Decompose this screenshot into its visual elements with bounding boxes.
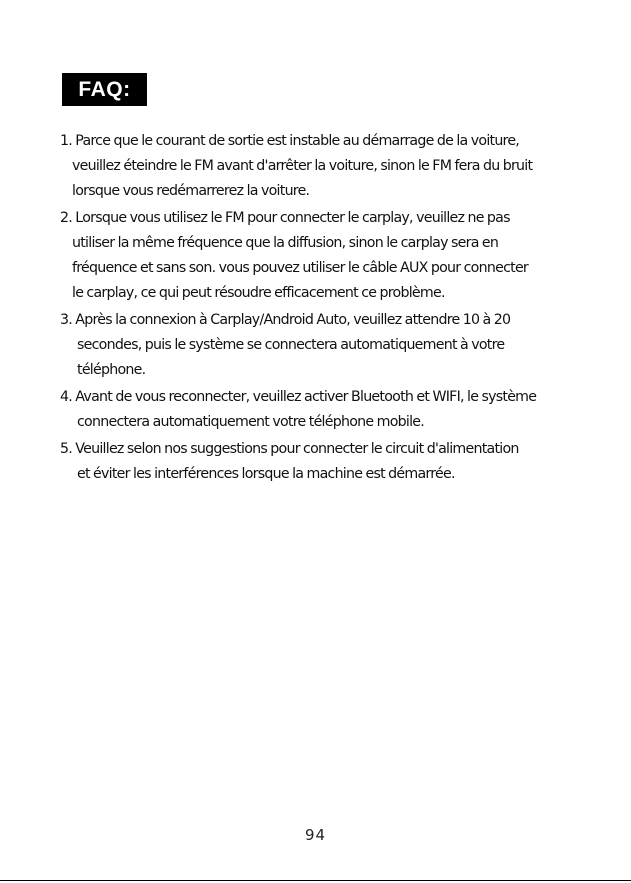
- faq-item-2: [60, 206, 580, 306]
- faq-item-1-line-3: lorsque vous redémarrerez la voiture.: [72, 183, 310, 199]
- faq-item-1-line-2: veuillez éteindre le FM avant d'arrêter la voiture, sinon le FM fera du bruit: [72, 158, 533, 174]
- faq-item-3-line-1: 3. Après la connexion à Carplay/Android Auto, veuillez attendre 10 à 20: [60, 312, 511, 328]
- faq-heading: FAQ:: [62, 73, 147, 106]
- faq-item-3-line-2: secondes, puis le système se connectera automatiquement à votre: [77, 337, 505, 353]
- page-number: 94: [304, 826, 327, 844]
- faq-item-5-line-2: et éviter les interférences lorsque la machine est démarrée.: [77, 466, 455, 482]
- faq-item-1: [60, 129, 580, 204]
- faq-item-4: [60, 385, 580, 435]
- faq-item-5: [60, 437, 580, 487]
- faq-item-4-line-1: 4. Avant de vous reconnecter, veuillez activer Bluetooth et WIFI, le système: [60, 389, 537, 405]
- faq-item-3: [60, 308, 580, 383]
- faq-item-5-line-1: 5. Veuillez selon nos suggestions pour connecter le circuit d'alimentation: [60, 441, 519, 457]
- faq-item-1-line-1: 1. Parce que le courant de sortie est instable au démarrage de la voiture,: [60, 133, 520, 149]
- faq-item-2-line-1: 2. Lorsque vous utilisez le FM pour connecter le carplay, veuillez ne pas: [60, 210, 510, 226]
- faq-item-2-line-4: le carplay, ce qui peut résoudre efficacement ce problème.: [72, 285, 445, 301]
- faq-item-2-line-3: fréquence et sans son. vous pouvez utiliser le câble AUX pour connecter: [72, 260, 529, 276]
- faq-item-3-line-3: téléphone.: [77, 362, 146, 378]
- bottom-divider: [0, 880, 631, 881]
- faq-item-2-line-2: utiliser la même fréquence que la diffusion, sinon le carplay sera en: [72, 235, 499, 251]
- faq-list: [60, 129, 580, 489]
- faq-item-4-line-2: connectera automatiquement votre téléphone mobile.: [77, 414, 425, 430]
